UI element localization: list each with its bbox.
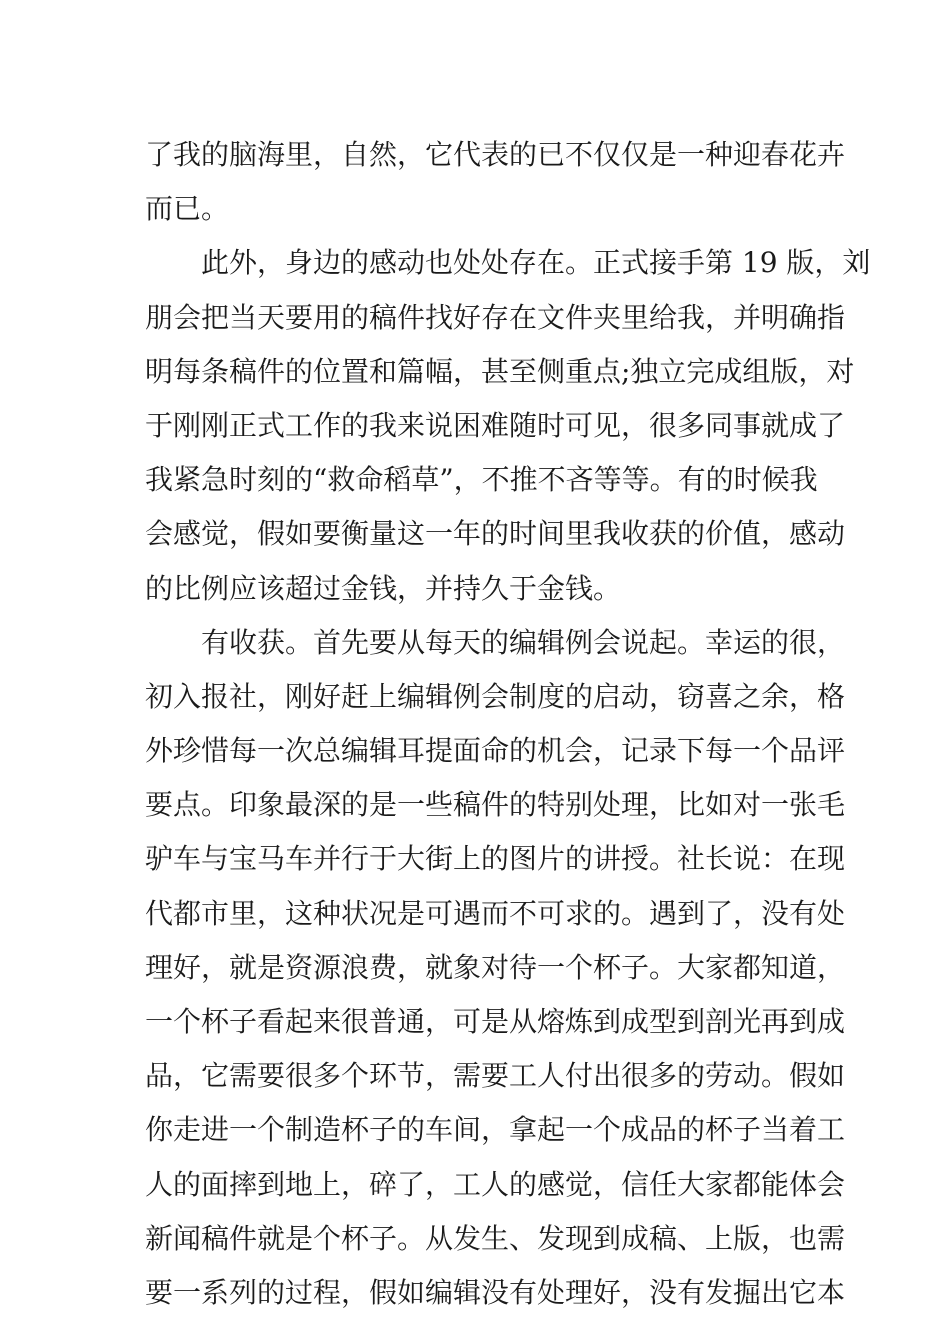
text-line: 明每条稿件的位置和篇幅，甚至侧重点;独立完成组版，对 [145, 354, 855, 388]
text-line: 品，它需要很多个环节，需要工人付出很多的劳动。假如 [145, 1059, 846, 1093]
text-line: 人的面摔到地上，碎了，工人的感觉，信任大家都能体会 [145, 1167, 846, 1201]
text-line: 了我的脑海里，自然，它代表的已不仅仅是一种迎春花卉 [145, 138, 846, 171]
text-line: 外珍惜每一次总编辑耳提面命的机会，记录下每一个品评 [145, 734, 846, 768]
text-line: 要点。印象最深的是一些稿件的特别处理，比如对一张毛 [145, 788, 846, 822]
text-line: 你走进一个制造杯子的车间，拿起一个成品的杯子当着工 [145, 1113, 846, 1147]
text-line: 而已。 [145, 192, 230, 226]
text-line: 代都市里，这种状况是可遇而不可求的。遇到了，没有处 [145, 896, 846, 930]
text-line: 于刚刚正式工作的我来说困难随时可见，很多同事就成了 [145, 408, 846, 442]
text-line: 的比例应该超过金钱，并持久于金钱。 [145, 571, 622, 605]
text-line: 会感觉，假如要衡量这一年的时间里我收获的价值，感动 [145, 517, 846, 551]
text-line: 有收获。首先要从每天的编辑例会说起。幸运的很， [201, 625, 846, 659]
text-line: 此外，身边的感动也处处存在。正式接手第 19 版，刘 [201, 246, 871, 280]
body-text [145, 128, 871, 1320]
text-line: 朋会把当天要用的稿件找好存在文件夹里给我，并明确指 [145, 300, 846, 334]
text-line: 新闻稿件就是个杯子。从发生、发现到成稿、上版，也需 [145, 1221, 846, 1255]
text-line: 理好，就是资源浪费，就象对待一个杯子。大家都知道， [145, 950, 846, 984]
text-line: 我紧急时刻的“救命稻草”，不推不吝等等。有的时候我 [145, 463, 818, 497]
text-line: 一个杯子看起来很普通，可是从熔炼到成型到剖光再到成 [145, 1005, 846, 1038]
text-line: 初入报社，刚好赶上编辑例会制度的启动，窃喜之余，格 [145, 679, 846, 713]
text-line: 要一系列的过程，假如编辑没有处理好，没有发掘出它本 [145, 1275, 846, 1309]
text-line: 驴车与宝马车并行于大街上的图片的讲授。社长说：在现 [145, 842, 846, 876]
